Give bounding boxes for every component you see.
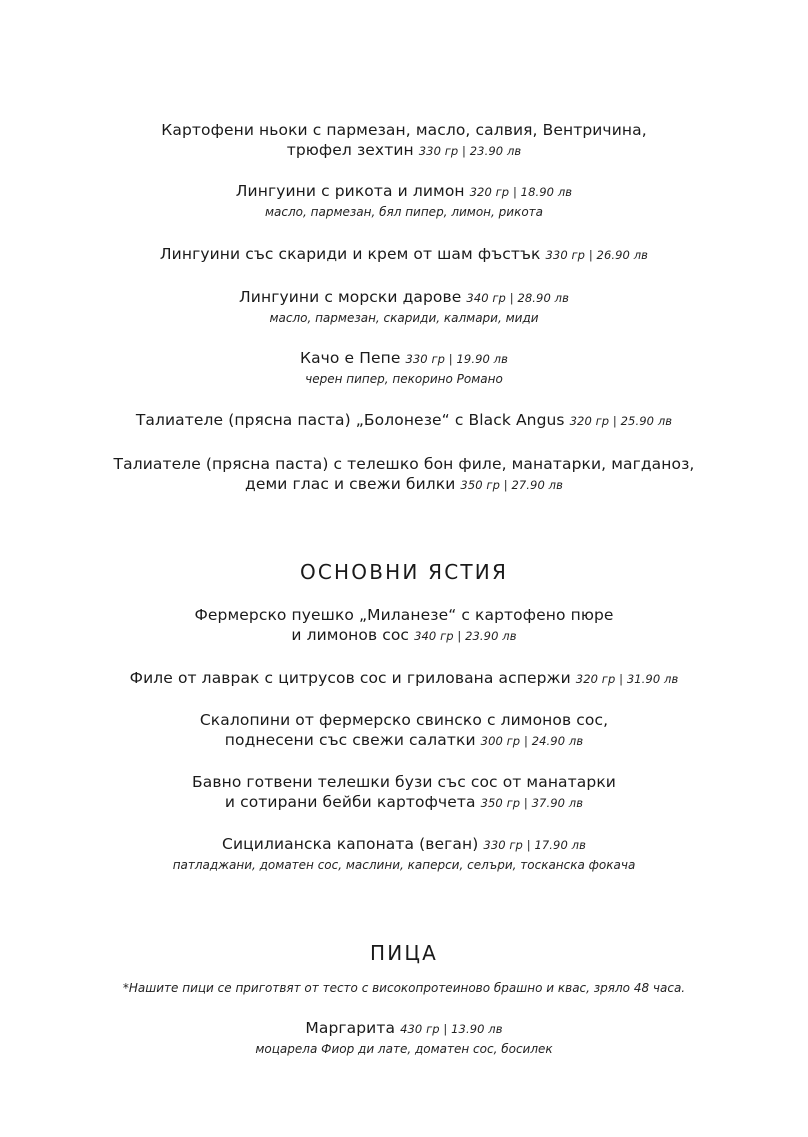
item-price: 340 гр | 28.90 лв — [466, 291, 569, 305]
item-price: 330 гр | 23.90 лв — [418, 144, 522, 158]
item-name-line — [40, 1018, 768, 1039]
item-price: 350 гр | 37.90 лв — [480, 796, 584, 810]
menu-item — [40, 710, 768, 751]
menu-item — [40, 1018, 768, 1058]
item-price: 340 гр | 23.90 лв — [414, 629, 517, 643]
item-name-line — [40, 348, 768, 369]
item-name-line — [40, 625, 768, 646]
item-name-line — [40, 792, 768, 813]
item-price: 320 гр | 31.90 лв — [575, 672, 679, 686]
item-name: Лингуини с рикота и лимон — [235, 182, 465, 200]
item-name-line: Талиателе (прясна паста) с телешко бон филе, манатарки, магданоз, — [113, 455, 695, 473]
item-description: масло, пармезан, скариди, калмари, миди — [269, 311, 539, 325]
item-price: 320 гр | 18.90 лв — [469, 185, 573, 199]
item-price: 330 гр | 17.90 лв — [483, 838, 586, 852]
item-description: патладжани, доматен сос, маслини, каперси, селъри, тосканска фокача — [172, 858, 636, 872]
item-name-line — [40, 410, 768, 431]
menu-item — [40, 605, 768, 646]
item-name: и лимонов сос — [291, 626, 410, 644]
item-name: Лингуини със скариди и крем от шам фъстък — [159, 245, 541, 263]
item-name: Талиателе (прясна паста) „Болонезе“ с Black Angus — [135, 411, 565, 429]
item-price: 330 гр | 19.90 лв — [405, 352, 509, 366]
item-name: Качо е Пепе — [299, 349, 401, 367]
pizza-note: *Нашите пици се приготвят от тесто с високопротеиново брашно и квас, зряло 48 часа. — [122, 981, 686, 995]
menu-item — [40, 181, 768, 221]
item-description: масло, пармезан, бял пипер, лимон, рикота — [264, 205, 543, 219]
menu-item — [40, 454, 768, 495]
item-price: 330 гр | 26.90 лв — [545, 248, 649, 262]
item-name-line — [40, 834, 768, 855]
menu-item — [40, 120, 768, 161]
menu-item — [40, 668, 768, 689]
menu-item — [40, 410, 768, 431]
item-name: Лингуини с морски дарове — [239, 288, 462, 306]
menu-item — [40, 772, 768, 813]
item-name: Сицилианска капоната (веган) — [222, 835, 479, 853]
item-price: 320 гр | 25.90 лв — [569, 414, 673, 428]
item-name-line — [40, 668, 768, 689]
item-name-line: Скалопини от фермерско свинско с лимонов сос, — [199, 711, 609, 729]
item-name: и сотирани бейби картофчета — [224, 793, 476, 811]
item-name-line — [40, 474, 768, 495]
item-name: Маргарита — [305, 1019, 396, 1037]
item-name: трюфел зехтин — [286, 141, 414, 159]
menu-item — [40, 348, 768, 388]
item-name-line — [40, 140, 768, 161]
menu-item — [40, 287, 768, 327]
item-name: Филе от лаврак с цитрусов сос и грилована аспержи — [129, 669, 571, 687]
item-name-line — [40, 244, 768, 265]
menu-item — [40, 834, 768, 874]
item-name-line — [40, 287, 768, 308]
item-price: 430 гр | 13.90 лв — [400, 1022, 503, 1036]
menu-item — [40, 244, 768, 265]
item-description: черен пипер, пекорино Романо — [305, 372, 503, 386]
item-description: моцарела Фиор ди лате, доматен сос, босилек — [255, 1042, 553, 1056]
item-name-line — [40, 181, 768, 202]
item-name-line: Бавно готвени телешки бузи със сос от манатарки — [192, 773, 616, 791]
item-name-line: Картофени ньоки с пармезан, масло, салвия, Вентричина, — [161, 121, 647, 139]
item-name: деми глас и свежи билки — [245, 475, 456, 493]
item-name-line: Фермерско пуешко „Миланезе“ с картофено пюре — [194, 606, 614, 624]
section-title-mains: ОСНОВНИ ЯСТИЯ — [299, 560, 509, 584]
section-title-pizza: ПИЦА — [369, 941, 438, 965]
item-price: 300 гр | 24.90 лв — [480, 734, 584, 748]
item-name-line — [40, 730, 768, 751]
item-price: 350 гр | 27.90 лв — [460, 478, 563, 492]
item-name: поднесени със свежи салатки — [224, 731, 476, 749]
